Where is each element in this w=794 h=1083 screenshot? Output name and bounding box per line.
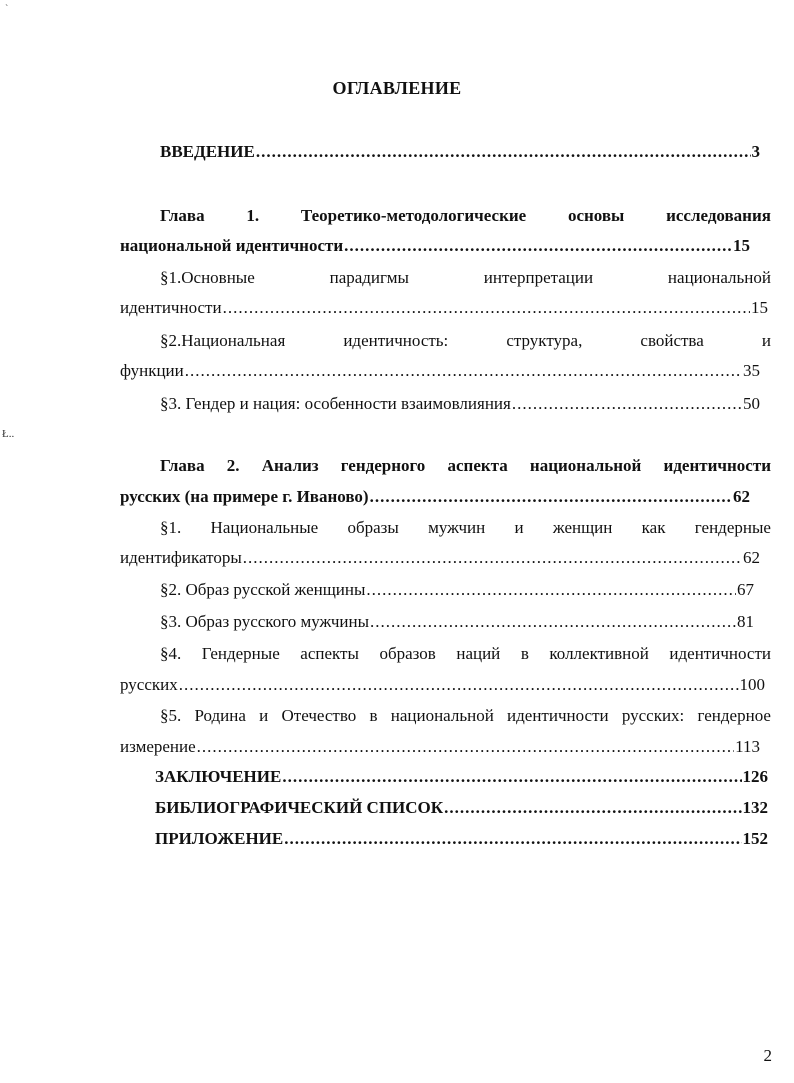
toc-chapter-2-tail[interactable] (120, 487, 750, 507)
word: Глава (160, 206, 205, 225)
toc-section-2-5-tail[interactable] (120, 737, 760, 757)
word: образов (379, 644, 436, 663)
leader-dots (282, 767, 741, 787)
toc-entry-appendix[interactable] (155, 829, 768, 849)
word: в (520, 644, 529, 663)
entry-page: 113 (735, 737, 760, 756)
entry-label: §3. Гендер и нация: особенности взаимовлияния (160, 394, 511, 413)
word: гендерного (340, 456, 426, 475)
word: Родина (194, 706, 246, 725)
toc-section-2-1[interactable] (160, 518, 771, 538)
toc-section-1-1-tail[interactable] (120, 298, 768, 318)
entry-page: 126 (742, 767, 768, 786)
leader-dots (185, 361, 742, 381)
entry-label: §2. Образ русской женщины (160, 580, 366, 599)
page-number: 2 (763, 1046, 772, 1065)
word: и (761, 331, 771, 350)
word: 1. (246, 206, 260, 225)
entry-label: идентичности (120, 298, 222, 317)
word: идентичности (663, 456, 771, 475)
word: идентичность: (343, 331, 449, 350)
word: Национальные (210, 518, 319, 537)
entry-page: 15 (751, 298, 768, 317)
entry-page: 50 (743, 394, 760, 413)
word: идентичности (507, 706, 609, 725)
leader-dots (512, 394, 742, 414)
toc-section-2-4-tail[interactable] (120, 675, 765, 695)
toc-section-1-2-tail[interactable] (120, 361, 760, 381)
word: национальной (529, 456, 642, 475)
word: парадигмы (329, 268, 409, 287)
leader-dots (344, 236, 732, 256)
entry-label: ЗАКЛЮЧЕНИЕ (155, 767, 282, 786)
toc-section-2-3[interactable] (160, 612, 754, 632)
word: и (514, 518, 524, 537)
word: русских: (621, 706, 685, 725)
entry-page: 67 (737, 580, 754, 599)
leader-dots (256, 142, 751, 162)
toc-section-2-1-tail[interactable] (120, 548, 760, 568)
entry-label: национальной идентичности (120, 236, 344, 255)
word: аспекты (300, 644, 359, 663)
word: основы (567, 206, 625, 225)
scan-mark: ` (5, 4, 9, 15)
word: как (641, 518, 666, 537)
entry-label: §3. Образ русского мужчины (160, 612, 370, 631)
entry-label: русских (120, 675, 178, 694)
word: Анализ (261, 456, 319, 475)
word: Теоретико-методологические (300, 206, 527, 225)
entry-page: 152 (742, 829, 768, 848)
entry-page: 3 (751, 142, 760, 161)
word: в (369, 706, 378, 725)
word: и (259, 706, 269, 725)
toc-chapter-1-tail[interactable] (120, 236, 750, 256)
entry-page: 15 (733, 236, 750, 255)
word: национальной (390, 706, 494, 725)
leader-dots (223, 298, 750, 318)
entry-page: 35 (743, 361, 760, 380)
word: §5. (160, 706, 182, 725)
leader-dots (284, 829, 741, 849)
leader-dots (179, 675, 739, 695)
entry-label: идентификаторы (120, 548, 242, 567)
toc-section-1-2[interactable] (160, 331, 771, 351)
word: образы (347, 518, 399, 537)
leader-dots (366, 580, 736, 600)
word: §1.Основные (160, 268, 255, 287)
leader-dots (444, 798, 741, 818)
leader-dots (197, 737, 734, 757)
word: аспекта (447, 456, 508, 475)
entry-label: функции (120, 361, 184, 380)
word: §2.Национальная (160, 331, 286, 350)
word: национальной (667, 268, 771, 287)
toc-chapter-1-heading[interactable] (160, 206, 771, 226)
leader-dots (370, 612, 736, 632)
word: 2. (226, 456, 240, 475)
word: идентичности (669, 644, 771, 663)
word: Глава (160, 456, 205, 475)
toc-section-1-1[interactable] (160, 268, 771, 288)
entry-label: измерение (120, 737, 196, 756)
toc-title: ОГЛАВЛЕНИЕ (332, 78, 462, 98)
toc-section-2-4[interactable] (160, 644, 771, 664)
toc-entry-intro[interactable] (160, 142, 760, 162)
word: гендерные (694, 518, 771, 537)
toc-chapter-2-heading[interactable] (160, 456, 771, 476)
toc-section-2-5[interactable] (160, 706, 771, 726)
toc-section-2-2[interactable] (160, 580, 754, 600)
entry-page: 62 (743, 548, 760, 567)
word: структура, (506, 331, 583, 350)
word: §1. (160, 518, 182, 537)
word: гендерное (697, 706, 771, 725)
entry-page: 100 (739, 675, 765, 694)
toc-entry-bibliography[interactable] (155, 798, 768, 818)
entry-page: 132 (742, 798, 768, 817)
word: Отечество (281, 706, 357, 725)
word: исследования (666, 206, 771, 225)
toc-entry-conclusion[interactable] (155, 767, 768, 787)
word: наций (456, 644, 501, 663)
word: коллективной (549, 644, 649, 663)
toc-section-1-3[interactable] (160, 394, 760, 414)
word: Гендерные (201, 644, 280, 663)
word: свойства (640, 331, 704, 350)
entry-label: ПРИЛОЖЕНИЕ (155, 829, 284, 848)
word: женщин (552, 518, 613, 537)
entry-page: 81 (737, 612, 754, 631)
entry-label: БИБЛИОГРАФИЧЕСКИЙ СПИСОК (155, 798, 444, 817)
word: §4. (160, 644, 182, 663)
entry-label: русских (на примере г. Иваново) (120, 487, 369, 506)
leader-dots (243, 548, 742, 568)
leader-dots (370, 487, 732, 507)
word: интерпретации (483, 268, 594, 287)
scan-mark: Ł.. (2, 428, 15, 440)
entry-page: 62 (733, 487, 750, 506)
word: мужчин (428, 518, 486, 537)
entry-label: ВВЕДЕНИЕ (160, 142, 255, 161)
